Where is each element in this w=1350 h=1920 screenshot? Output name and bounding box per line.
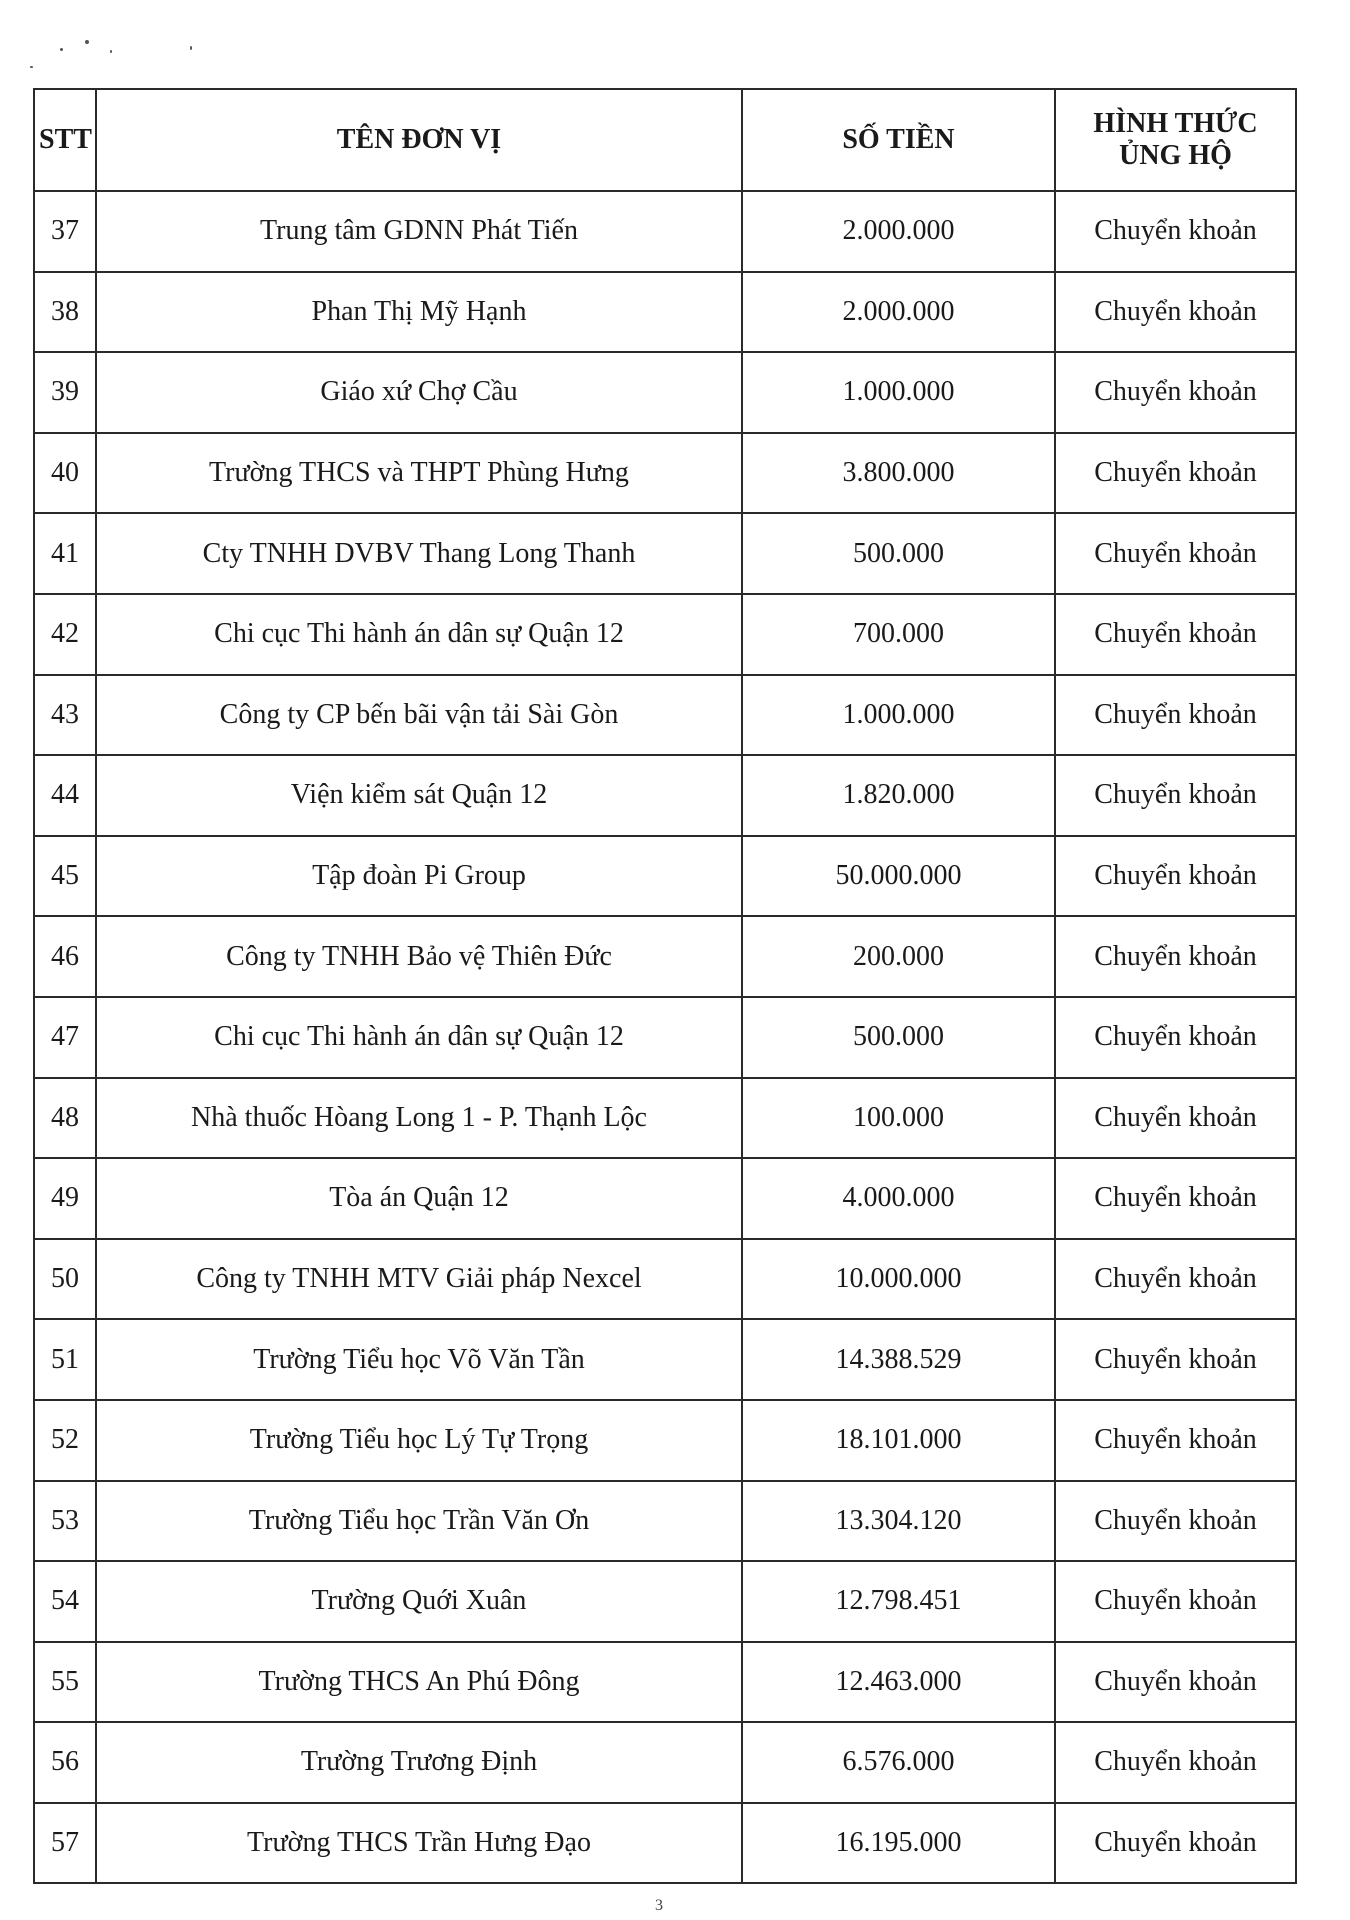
cell-method: Chuyển khoản xyxy=(1055,997,1296,1078)
cell-amount: 12.463.000 xyxy=(742,1642,1055,1723)
cell-stt: 56 xyxy=(34,1722,96,1803)
cell-name: Công ty CP bến bãi vận tải Sài Gòn xyxy=(96,675,742,756)
cell-method: Chuyển khoản xyxy=(1055,836,1296,917)
cell-amount: 16.195.000 xyxy=(742,1803,1055,1884)
header-method-line2: ỦNG HỘ xyxy=(1119,140,1232,171)
table-row xyxy=(34,1078,1296,1159)
table-row xyxy=(34,352,1296,433)
cell-stt: 49 xyxy=(34,1158,96,1239)
cell-method: Chuyển khoản xyxy=(1055,594,1296,675)
cell-amount: 500.000 xyxy=(742,997,1055,1078)
table-row xyxy=(34,836,1296,917)
cell-stt: 51 xyxy=(34,1319,96,1400)
cell-name: Trường Tiểu học Võ Văn Tần xyxy=(96,1319,742,1400)
cell-method: Chuyển khoản xyxy=(1055,513,1296,594)
cell-method: Chuyển khoản xyxy=(1055,755,1296,836)
table-row xyxy=(34,433,1296,514)
cell-name: Phan Thị Mỹ Hạnh xyxy=(96,272,742,353)
cell-name: Trung tâm GDNN Phát Tiến xyxy=(96,191,742,272)
table-row xyxy=(34,916,1296,997)
table-row xyxy=(34,1722,1296,1803)
cell-name: Trường THCS và THPT Phùng Hưng xyxy=(96,433,742,514)
table-body xyxy=(34,191,1296,1883)
cell-method: Chuyển khoản xyxy=(1055,1319,1296,1400)
cell-stt: 39 xyxy=(34,352,96,433)
cell-name: Giáo xứ Chợ Cầu xyxy=(96,352,742,433)
cell-stt: 50 xyxy=(34,1239,96,1320)
cell-method: Chuyển khoản xyxy=(1055,1642,1296,1723)
cell-stt: 54 xyxy=(34,1561,96,1642)
table-row xyxy=(34,272,1296,353)
cell-name: Viện kiểm sát Quận 12 xyxy=(96,755,742,836)
cell-method: Chuyển khoản xyxy=(1055,1803,1296,1884)
table-row xyxy=(34,594,1296,675)
cell-method: Chuyển khoản xyxy=(1055,1481,1296,1562)
donation-table xyxy=(33,88,1297,1884)
header-method-line1: HÌNH THỨC xyxy=(1093,107,1258,139)
cell-name: Tập đoàn Pi Group xyxy=(96,836,742,917)
table-row xyxy=(34,755,1296,836)
cell-method: Chuyển khoản xyxy=(1055,1400,1296,1481)
cell-stt: 46 xyxy=(34,916,96,997)
cell-stt: 55 xyxy=(34,1642,96,1723)
cell-amount: 18.101.000 xyxy=(742,1400,1055,1481)
table-row xyxy=(34,513,1296,594)
table-row xyxy=(34,675,1296,756)
cell-stt: 48 xyxy=(34,1078,96,1159)
cell-method: Chuyển khoản xyxy=(1055,675,1296,756)
cell-amount: 13.304.120 xyxy=(742,1481,1055,1562)
cell-method: Chuyển khoản xyxy=(1055,916,1296,997)
cell-stt: 38 xyxy=(34,272,96,353)
cell-amount: 2.000.000 xyxy=(742,272,1055,353)
cell-method: Chuyển khoản xyxy=(1055,1239,1296,1320)
table-header-row xyxy=(34,89,1296,191)
cell-amount: 4.000.000 xyxy=(742,1158,1055,1239)
cell-name: Chi cục Thi hành án dân sự Quận 12 xyxy=(96,594,742,675)
header-name: TÊN ĐƠN VỊ xyxy=(96,89,742,191)
table-row xyxy=(34,1400,1296,1481)
cell-name: Trường Tiểu học Lý Tự Trọng xyxy=(96,1400,742,1481)
cell-amount: 1.000.000 xyxy=(742,675,1055,756)
cell-name: Trường Tiểu học Trần Văn Ơn xyxy=(96,1481,742,1562)
cell-amount: 1.000.000 xyxy=(742,352,1055,433)
cell-stt: 57 xyxy=(34,1803,96,1884)
table-row xyxy=(34,997,1296,1078)
cell-stt: 47 xyxy=(34,997,96,1078)
table-row xyxy=(34,191,1296,272)
table-row xyxy=(34,1319,1296,1400)
cell-amount: 14.388.529 xyxy=(742,1319,1055,1400)
table-row xyxy=(34,1481,1296,1562)
page-number: 3 xyxy=(655,1897,663,1914)
table-row xyxy=(34,1239,1296,1320)
cell-method: Chuyển khoản xyxy=(1055,352,1296,433)
cell-amount: 3.800.000 xyxy=(742,433,1055,514)
cell-method: Chuyển khoản xyxy=(1055,1158,1296,1239)
cell-stt: 45 xyxy=(34,836,96,917)
cell-amount: 500.000 xyxy=(742,513,1055,594)
cell-amount: 100.000 xyxy=(742,1078,1055,1159)
cell-name: Trường Trương Định xyxy=(96,1722,742,1803)
cell-amount: 6.576.000 xyxy=(742,1722,1055,1803)
cell-amount: 2.000.000 xyxy=(742,191,1055,272)
cell-name: Trường THCS An Phú Đông xyxy=(96,1642,742,1723)
cell-name: Tòa án Quận 12 xyxy=(96,1158,742,1239)
cell-method: Chuyển khoản xyxy=(1055,272,1296,353)
table-row xyxy=(34,1158,1296,1239)
header-method xyxy=(1055,89,1296,191)
cell-method: Chuyển khoản xyxy=(1055,1722,1296,1803)
cell-name: Nhà thuốc Hòang Long 1 - P. Thạnh Lộc xyxy=(96,1078,742,1159)
cell-stt: 44 xyxy=(34,755,96,836)
cell-amount: 1.820.000 xyxy=(742,755,1055,836)
scan-specks xyxy=(30,40,230,80)
cell-name: Cty TNHH DVBV Thang Long Thanh xyxy=(96,513,742,594)
cell-amount: 12.798.451 xyxy=(742,1561,1055,1642)
cell-name: Trường THCS Trần Hưng Đạo xyxy=(96,1803,742,1884)
table-row xyxy=(34,1642,1296,1723)
cell-stt: 41 xyxy=(34,513,96,594)
cell-stt: 40 xyxy=(34,433,96,514)
cell-amount: 200.000 xyxy=(742,916,1055,997)
cell-stt: 53 xyxy=(34,1481,96,1562)
cell-method: Chuyển khoản xyxy=(1055,191,1296,272)
table-row xyxy=(34,1803,1296,1884)
cell-name: Trường Quới Xuân xyxy=(96,1561,742,1642)
cell-method: Chuyển khoản xyxy=(1055,1078,1296,1159)
table-row xyxy=(34,1561,1296,1642)
header-stt: STT xyxy=(34,89,96,191)
cell-stt: 42 xyxy=(34,594,96,675)
cell-stt: 37 xyxy=(34,191,96,272)
cell-name: Công ty TNHH Bảo vệ Thiên Đức xyxy=(96,916,742,997)
cell-stt: 52 xyxy=(34,1400,96,1481)
cell-stt: 43 xyxy=(34,675,96,756)
cell-method: Chuyển khoản xyxy=(1055,433,1296,514)
cell-amount: 50.000.000 xyxy=(742,836,1055,917)
cell-amount: 10.000.000 xyxy=(742,1239,1055,1320)
cell-method: Chuyển khoản xyxy=(1055,1561,1296,1642)
cell-name: Chi cục Thi hành án dân sự Quận 12 xyxy=(96,997,742,1078)
cell-amount: 700.000 xyxy=(742,594,1055,675)
cell-name: Công ty TNHH MTV Giải pháp Nexcel xyxy=(96,1239,742,1320)
header-amount: SỐ TIỀN xyxy=(742,89,1055,191)
